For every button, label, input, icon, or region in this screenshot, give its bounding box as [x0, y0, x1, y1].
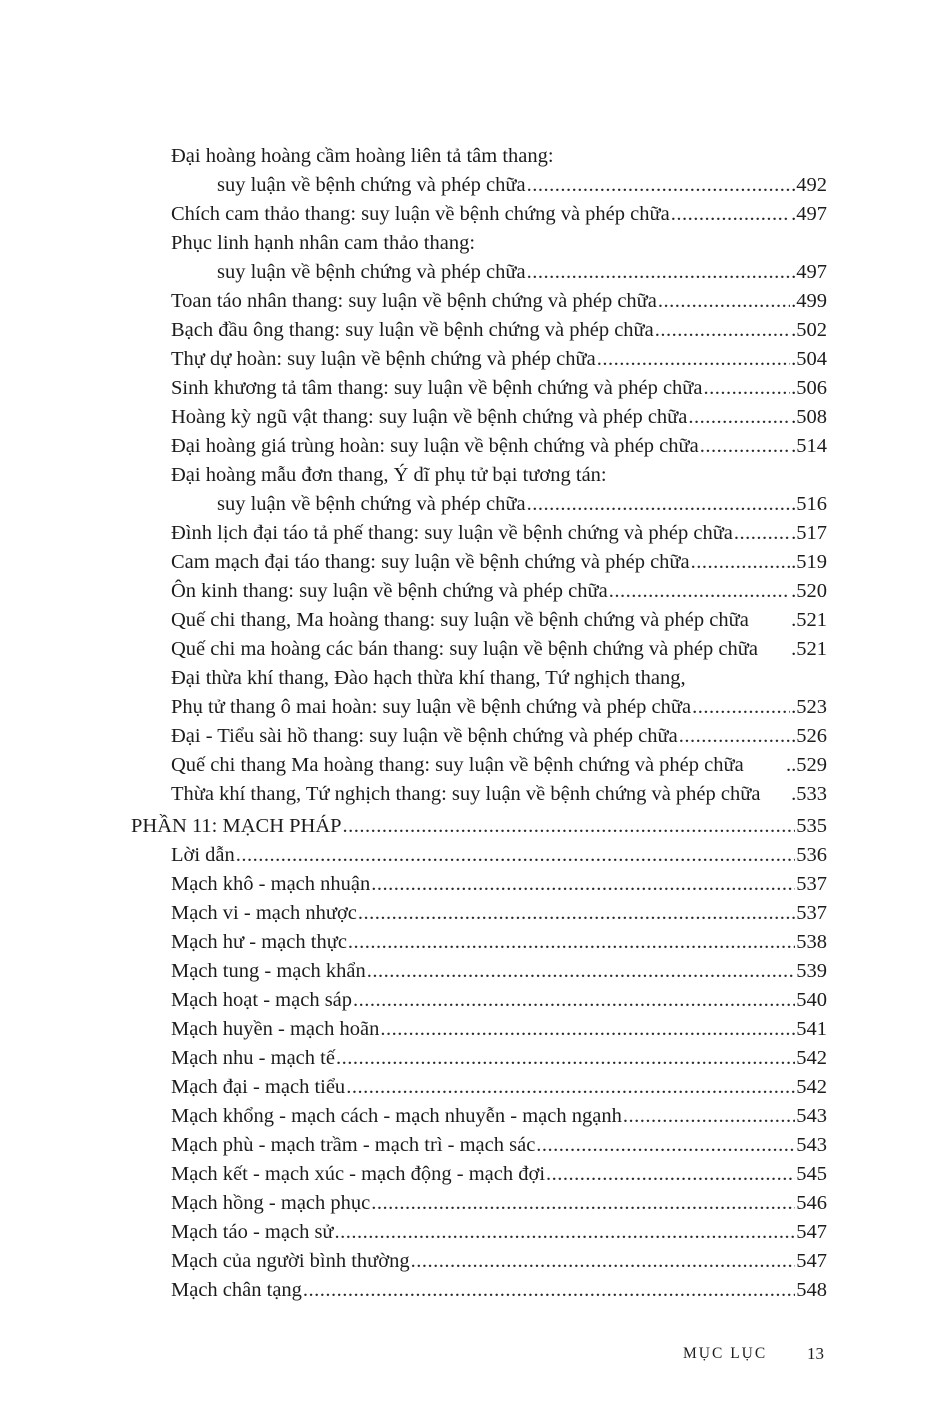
- toc-entry[interactable]: [131, 287, 827, 316]
- page-footer: [0, 1342, 945, 1366]
- toc-entry-page: .519: [791, 551, 827, 573]
- toc-entry-page: .502: [791, 319, 827, 341]
- toc-entry-page: 537: [796, 902, 827, 924]
- toc-entry[interactable]: [131, 1247, 827, 1276]
- toc-entry-title: Đại hoàng mẫu đơn thang, Ý dĩ phụ tử bại tương tán:: [171, 464, 607, 486]
- toc-entry[interactable]: [131, 1189, 827, 1218]
- toc-entry-title: Cam mạch đại táo thang: suy luận về bệnh chứng và phép chữa: [171, 551, 690, 573]
- dot-leader: [380, 1015, 795, 1044]
- dot-leader: [346, 1073, 795, 1102]
- dot-leader: [367, 957, 796, 986]
- dot-leader: [734, 519, 790, 548]
- toc-entry-title: Đình lịch đại táo tả phế thang: suy luận về bệnh chứng và phép chữa: [171, 522, 733, 544]
- dot-leader: [527, 171, 791, 200]
- toc-entry-title: suy luận về bệnh chứng và phép chữa: [217, 493, 526, 515]
- toc-entry[interactable]: [131, 258, 827, 287]
- toc-entry-page: 542: [796, 1076, 827, 1098]
- toc-entry-page: .520: [791, 580, 827, 602]
- toc-entry-page: 547: [796, 1221, 827, 1243]
- toc-entry-page: .517: [791, 522, 827, 544]
- dot-leader: [671, 200, 790, 229]
- toc-entry-title: Mạch vi - mạch nhược: [171, 902, 357, 924]
- toc-section-heading[interactable]: [131, 812, 827, 841]
- dot-leader: [700, 432, 790, 461]
- dot-leader: [623, 1102, 795, 1131]
- toc-entry-page: 546: [796, 1192, 827, 1214]
- toc-entry-title: Quế chi ma hoàng các bán thang: suy luận về bệnh chứng và phép chữa: [171, 638, 758, 660]
- toc-entry[interactable]: [131, 229, 827, 258]
- toc-entry[interactable]: [131, 1102, 827, 1131]
- toc-entry-page: .492: [791, 174, 827, 196]
- toc-entry-page: .521: [791, 638, 827, 660]
- dot-leader: [688, 403, 790, 432]
- toc-entry[interactable]: [131, 1015, 827, 1044]
- toc-entry[interactable]: [131, 200, 827, 229]
- toc-entry-page: .499: [791, 290, 827, 312]
- toc-entry-page: 542: [796, 1047, 827, 1069]
- toc-entry-page: 548: [796, 1279, 827, 1301]
- toc-entry[interactable]: [131, 432, 827, 461]
- dot-leader: [692, 693, 790, 722]
- toc-entry-page: .497: [791, 203, 827, 225]
- toc-entry[interactable]: [131, 986, 827, 1015]
- toc-entry[interactable]: [131, 722, 827, 751]
- toc-entry-title: Phục linh hạnh nhân cam thảo thang:: [171, 232, 476, 254]
- dot-leader: [353, 986, 795, 1015]
- toc-entry-title: suy luận về bệnh chứng và phép chữa: [217, 261, 526, 283]
- dot-leader: [704, 374, 791, 403]
- toc-entry-page: 541: [796, 1018, 827, 1040]
- toc-entry[interactable]: [131, 142, 827, 171]
- toc-entry[interactable]: [131, 780, 827, 809]
- dot-leader: [658, 287, 790, 316]
- toc-entry-title: Mạch chân tạng: [171, 1279, 302, 1301]
- toc-entry[interactable]: [131, 664, 827, 693]
- dot-leader: [609, 577, 790, 606]
- toc-entry[interactable]: [131, 1218, 827, 1247]
- dot-leader: [371, 1189, 795, 1218]
- dot-leader: [527, 490, 791, 519]
- toc-entry-page: .523: [791, 696, 827, 718]
- toc-entry[interactable]: [131, 577, 827, 606]
- dot-leader: [597, 345, 790, 374]
- toc-entry-title: Mạch hư - mạch thực: [171, 931, 347, 953]
- toc-entry-page: 545: [796, 1163, 827, 1185]
- toc-entry-title: Bạch đầu ông thang: suy luận về bệnh chứng và phép chữa: [171, 319, 654, 341]
- toc-entry-page: .516: [791, 493, 827, 515]
- toc-entry-title: Thự dự hoàn: suy luận về bệnh chứng và phép chữa: [171, 348, 596, 370]
- toc-entry-page: 536: [796, 844, 827, 866]
- toc-entry-title: Toan táo nhân thang: suy luận về bệnh chứng và phép chữa: [171, 290, 657, 312]
- toc-entry[interactable]: [131, 519, 827, 548]
- toc-entry[interactable]: [131, 171, 827, 200]
- toc-entry-title: Mạch phù - mạch trầm - mạch trì - mạch sác: [171, 1134, 536, 1156]
- toc-entry-page: .497: [791, 261, 827, 283]
- toc-entry-title: Mạch hoạt - mạch sáp: [171, 989, 353, 1011]
- toc-entry-page: .526: [791, 725, 827, 747]
- dot-leader: [527, 258, 791, 287]
- dot-leader: [335, 1218, 796, 1247]
- dot-leader: [303, 1276, 795, 1305]
- toc-entry-page: .521: [791, 609, 827, 631]
- page-number: 13: [807, 1344, 824, 1363]
- toc-entry-page: .508: [791, 406, 827, 428]
- toc-entry-page: .504: [791, 348, 827, 370]
- toc-entry[interactable]: [131, 751, 827, 780]
- toc-entry[interactable]: [131, 316, 827, 345]
- toc-entry-page: 547: [796, 1250, 827, 1272]
- toc-entry-title: Đại - Tiểu sài hồ thang: suy luận về bệnh chứng và phép chữa: [171, 725, 678, 747]
- toc-section-title: PHẦN 11: MẠCH PHÁP: [131, 815, 342, 837]
- running-head: MỤC LỤC: [683, 1345, 768, 1362]
- toc-entry[interactable]: [131, 957, 827, 986]
- dot-leader: [336, 1044, 795, 1073]
- dot-leader: [536, 1131, 795, 1160]
- toc-entry[interactable]: [131, 693, 827, 722]
- toc-entry[interactable]: [131, 548, 827, 577]
- toc-entry-page: ..529: [786, 754, 827, 776]
- dot-leader: [236, 841, 795, 870]
- dot-leader: [371, 870, 795, 899]
- toc-entry-title: Mạch hồng - mạch phục: [171, 1192, 371, 1214]
- toc-entry-title: Đại hoàng giá trùng hoàn: suy luận về bệnh chứng và phép chữa: [171, 435, 699, 457]
- toc-entry[interactable]: [131, 899, 827, 928]
- dot-leader: [655, 316, 790, 345]
- toc-entry-title: suy luận về bệnh chứng và phép chữa: [217, 174, 526, 196]
- dot-leader: [358, 899, 795, 928]
- toc-entry-page: 539: [796, 960, 827, 982]
- toc-entry-page: 540: [796, 989, 827, 1011]
- toc-entry[interactable]: [131, 461, 827, 490]
- toc-entry-title: Hoàng kỳ ngũ vật thang: suy luận về bệnh chứng và phép chữa: [171, 406, 688, 428]
- toc-entry[interactable]: [131, 841, 827, 870]
- toc-entry-title: Thừa khí thang, Tứ nghịch thang: suy luận về bệnh chứng và phép chữa: [171, 783, 761, 805]
- toc-entry-page: .533: [791, 783, 827, 805]
- toc-entry-title: Mạch của người bình thường: [171, 1250, 410, 1272]
- toc-entry[interactable]: [131, 1160, 827, 1189]
- toc-entry-title: Quế chi thang Ma hoàng thang: suy luận về bệnh chứng và phép chữa: [171, 754, 744, 776]
- dot-leader: [411, 1247, 796, 1276]
- toc-entry-page: .514: [791, 435, 827, 457]
- dot-leader: [343, 812, 796, 841]
- toc-entry-title: Mạch huyền - mạch hoãn: [171, 1018, 380, 1040]
- dot-leader: [546, 1160, 795, 1189]
- toc-entry-title: Chích cam thảo thang: suy luận về bệnh chứng và phép chữa: [171, 203, 670, 225]
- toc-entry-title: Mạch nhu - mạch tế: [171, 1047, 335, 1069]
- toc-entry-page: 535: [796, 815, 827, 837]
- toc-entry-page: 543: [796, 1105, 827, 1127]
- toc-entry-title: Mạch đại - mạch tiểu: [171, 1076, 346, 1098]
- toc-entry[interactable]: [131, 1044, 827, 1073]
- toc-entry[interactable]: [131, 374, 827, 403]
- toc-entry[interactable]: [131, 928, 827, 957]
- toc-entry-page: 538: [796, 931, 827, 953]
- toc-entry-title: Mạch tung - mạch khẩn: [171, 960, 366, 982]
- toc-entry[interactable]: [131, 345, 827, 374]
- toc-entry[interactable]: [131, 403, 827, 432]
- table-of-contents: [131, 142, 827, 1305]
- toc-entry-title: Mạch khô - mạch nhuận: [171, 873, 371, 895]
- dot-leader: [679, 722, 790, 751]
- toc-entry[interactable]: [131, 870, 827, 899]
- toc-entry-page: 537: [796, 873, 827, 895]
- toc-entry-page: 543: [796, 1134, 827, 1156]
- toc-entry[interactable]: [131, 1073, 827, 1102]
- toc-entry-title: Đại hoàng hoàng cầm hoàng liên tả tâm thang:: [171, 145, 554, 167]
- toc-entry[interactable]: [131, 606, 827, 635]
- toc-entry[interactable]: [131, 490, 827, 519]
- toc-entry-title: Sinh khương tả tâm thang: suy luận về bệnh chứng và phép chữa: [171, 377, 703, 399]
- toc-entry-title: Phụ tử thang ô mai hoàn: suy luận về bệnh chứng và phép chữa: [171, 696, 692, 718]
- toc-entry[interactable]: [131, 1276, 827, 1305]
- toc-entry-title: Quế chi thang, Ma hoàng thang: suy luận về bệnh chứng và phép chữa: [171, 609, 749, 631]
- toc-entry-title: Ôn kinh thang: suy luận về bệnh chứng và phép chữa: [171, 580, 608, 602]
- toc-entry[interactable]: [131, 1131, 827, 1160]
- toc-entry-title: Mạch kết - mạch xúc - mạch động - mạch đợi: [171, 1163, 546, 1185]
- toc-entry-title: Mạch táo - mạch sử: [171, 1221, 334, 1243]
- dot-leader: [348, 928, 795, 957]
- toc-entry-page: .506: [791, 377, 827, 399]
- dot-leader: [691, 548, 790, 577]
- toc-entry-title: Lời dẫn: [171, 844, 235, 866]
- toc-entry-title: Mạch khổng - mạch cách - mạch nhuyễn - mạch ngạnh: [171, 1105, 622, 1127]
- toc-entry-title: Đại thừa khí thang, Đào hạch thừa khí thang, Tứ nghịch thang,: [171, 667, 686, 689]
- toc-entry[interactable]: [131, 635, 827, 664]
